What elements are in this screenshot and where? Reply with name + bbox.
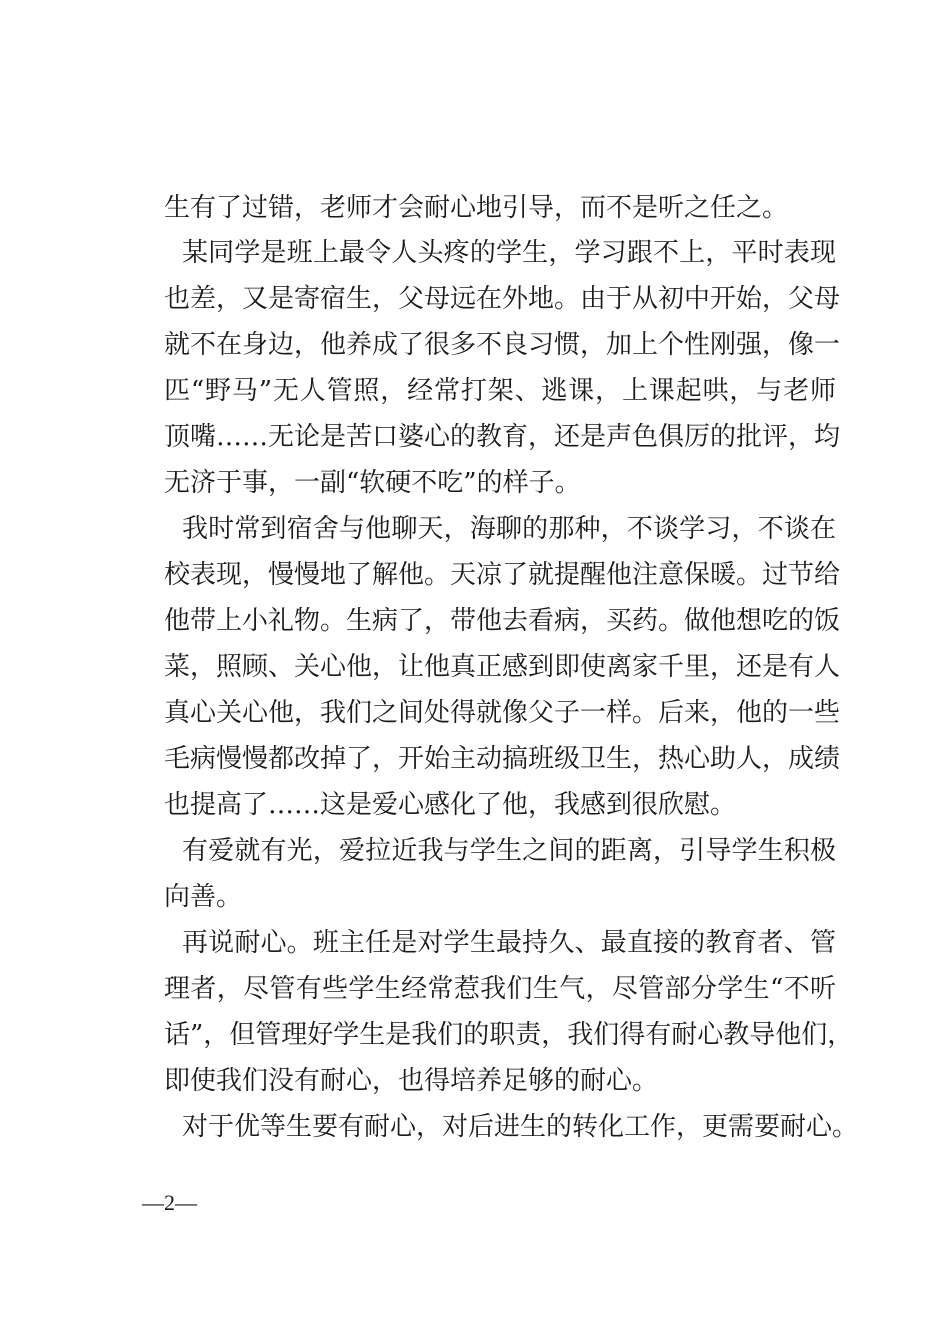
paragraph-3-line-3: 他带上小礼物。生病了，带他去看病，买药。做他想吃的饭 bbox=[164, 606, 841, 636]
paragraph-3-line-7: 也提高了……这是爱心感化了他，我感到很欣慰。 bbox=[164, 790, 737, 820]
paragraph-3-line-6: 毛病慢慢都改掉了，开始主动搞班级卫生，热心助人，成绩 bbox=[164, 744, 841, 774]
paragraph-2-line-6: 无济于事，一副“软硬不吃”的样子。 bbox=[164, 468, 581, 498]
paragraph-6-line-1: 对于优等生要有耐心，对后进生的转化工作，更需要耐心。 bbox=[182, 1112, 859, 1142]
paragraph-5-line-2: 理者，尽管有些学生经常惹我们生气，尽管部分学生“不听 bbox=[164, 974, 836, 1004]
paragraph-3-line-5: 真心关心他，我们之间处得就像父子一样。后来，他的一些 bbox=[164, 698, 841, 728]
page-number: —2— bbox=[142, 1190, 197, 1215]
paragraph-2-line-2: 也差，又是寄宿生，父母远在外地。由于从初中开始，父母 bbox=[164, 284, 841, 314]
paragraph-3-line-4: 菜，照顾、关心他，让他真正感到即使离家千里，还是有人 bbox=[164, 652, 841, 682]
paragraph-4-line-2: 向善。 bbox=[164, 882, 243, 912]
paragraph-2-line-1: 某同学是班上最令人头疼的学生，学习跟不上，平时表现 bbox=[182, 238, 836, 268]
paragraph-2-line-4: 匹“野马”无人管照，经常打架、逃课，上课起哄，与老师 bbox=[164, 376, 836, 406]
paragraph-2-line-5: 顶嘴……无论是苦口婆心的教育，还是声色俱厉的批评，均 bbox=[164, 422, 841, 452]
paragraph-1-line-1: 生有了过错，老师才会耐心地引导，而不是听之任之。 bbox=[164, 193, 789, 223]
paragraph-5-line-4: 即使我们没有耐心，也得培养足够的耐心。 bbox=[164, 1066, 659, 1096]
paragraph-5-line-1: 再说耐心。班主任是对学生最持久、最直接的教育者、管 bbox=[182, 928, 836, 958]
paragraph-2-line-3: 就不在身边，他养成了很多不良习惯，加上个性刚强，像一 bbox=[164, 330, 841, 360]
paragraph-4-line-1: 有爱就有光，爱拉近我与学生之间的距离，引导学生积极 bbox=[182, 836, 836, 866]
paragraph-5-line-3: 话”，但管理好学生是我们的职责，我们得有耐心教导他们， bbox=[164, 1020, 854, 1050]
paragraph-3-line-1: 我时常到宿舍与他聊天，海聊的那种，不谈学习，不谈在 bbox=[182, 514, 836, 544]
paragraph-3-line-2: 校表现，慢慢地了解他。天凉了就提醒他注意保暖。过节给 bbox=[164, 560, 841, 590]
